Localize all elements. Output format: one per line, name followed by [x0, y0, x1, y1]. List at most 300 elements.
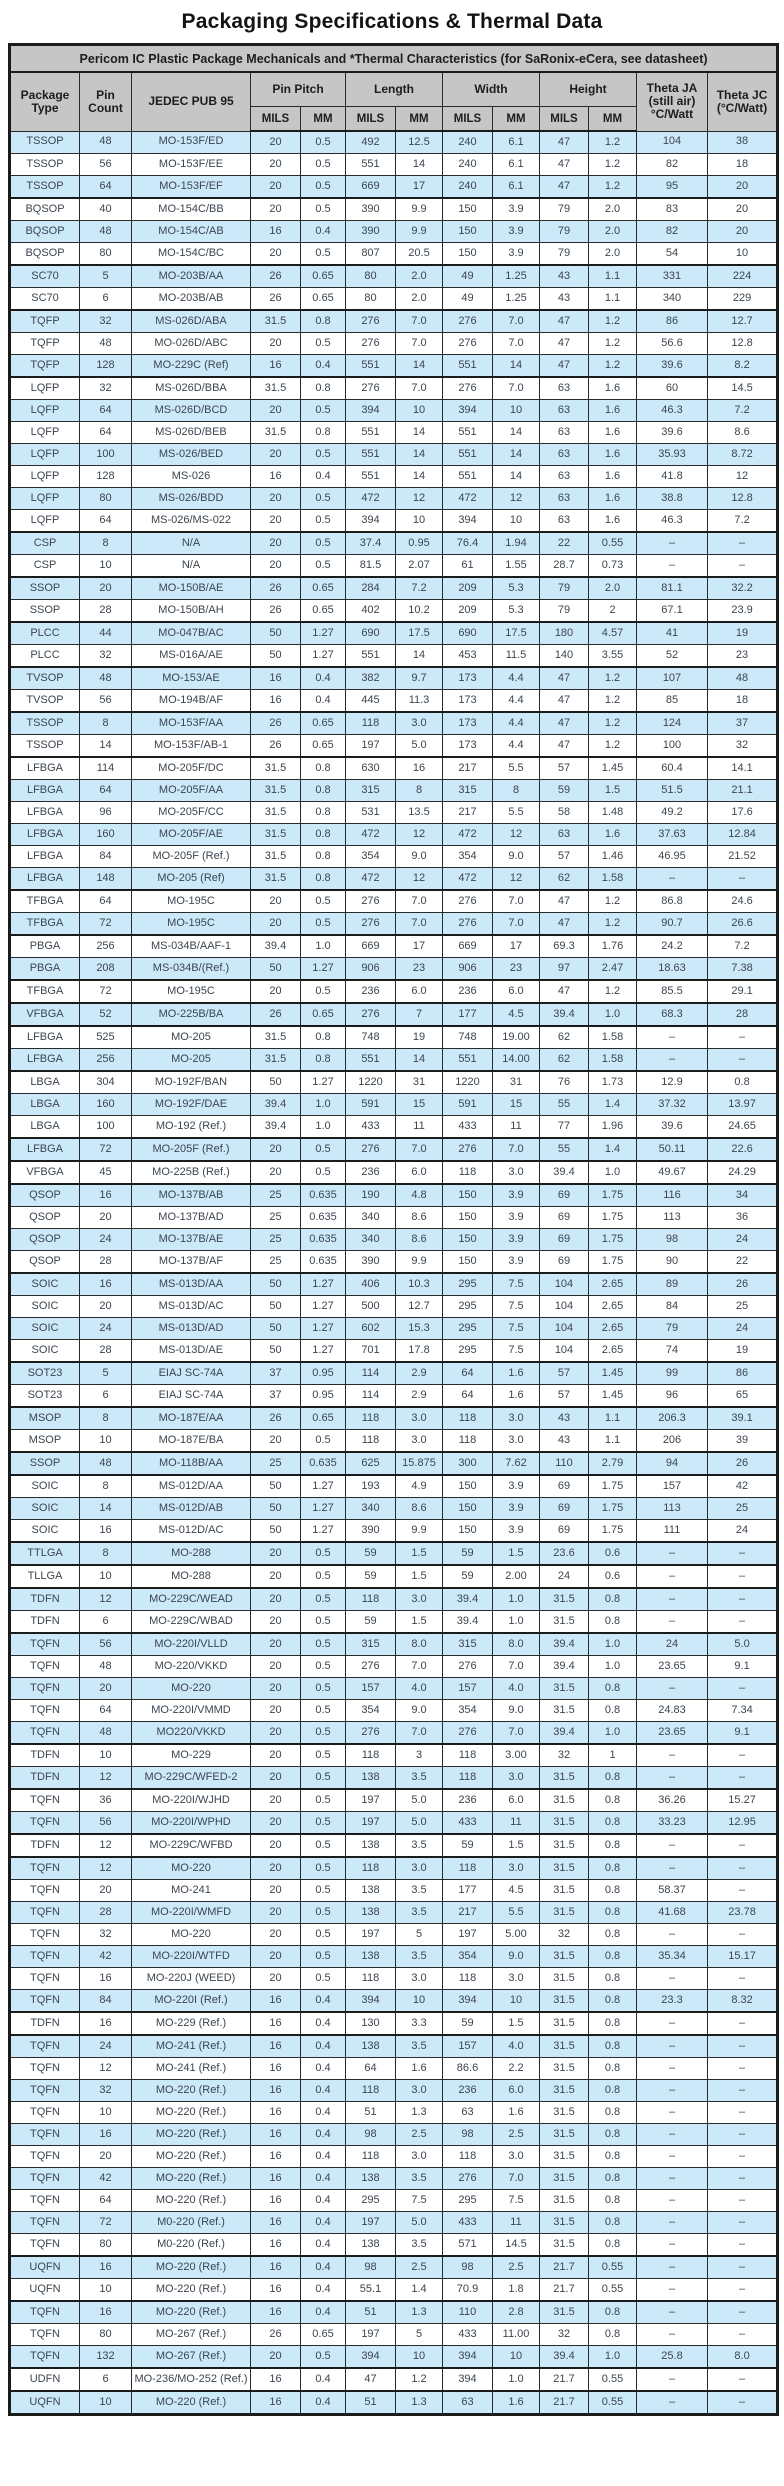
cell-width-mils: 295: [443, 1340, 493, 1363]
cell-height-mils: 39.4: [540, 1656, 589, 1678]
cell-package-type: TQFN: [10, 2146, 80, 2168]
cell-pitch-mm: 0.635: [301, 1251, 346, 1274]
cell-width-mm: 10: [493, 400, 540, 422]
table-row: [10, 1116, 778, 1139]
col-header-theta-jc: Theta JC (°C/Watt): [708, 72, 778, 131]
cell-pitch-mm: 1.27: [301, 1071, 346, 1094]
table-row: [10, 1946, 778, 1968]
cell-width-mils: 433: [443, 2212, 493, 2234]
cell-jedec: MO-229C/WFED-2: [132, 1767, 251, 1790]
cell-pitch-mm: 0.4: [301, 1990, 346, 2013]
cell-jedec: MO-236/MO-252 (Ref.): [132, 2368, 251, 2391]
cell-width-mils: 433: [443, 1812, 493, 1835]
cell-length-mils: 118: [346, 1430, 396, 1453]
cell-pitch-mm: 0.5: [301, 488, 346, 510]
cell-pin-count: 20: [80, 1207, 132, 1229]
cell-pin-count: 148: [80, 868, 132, 891]
cell-width-mm: 7.0: [493, 310, 540, 333]
cell-length-mm: 3: [396, 1744, 443, 1767]
cell-height-mils: 57: [540, 1385, 589, 1408]
cell-width-mils: 98: [443, 2124, 493, 2146]
cell-theta-ja: 90.7: [637, 913, 708, 936]
cell-package-type: SOIC: [10, 1296, 80, 1318]
cell-height-mm: 1.6: [589, 400, 637, 422]
cell-pitch-mils: 20: [251, 1880, 301, 1902]
cell-height-mm: 2.65: [589, 1318, 637, 1340]
cell-pitch-mm: 0.4: [301, 2301, 346, 2324]
cell-pin-count: 14: [80, 735, 132, 758]
cell-theta-ja: –: [637, 2058, 708, 2080]
cell-length-mm: 3.5: [396, 1834, 443, 1857]
cell-height-mils: 79: [540, 577, 589, 600]
cell-theta-ja: –: [637, 2324, 708, 2346]
cell-length-mm: 10.2: [396, 600, 443, 623]
cell-height-mils: 31.5: [540, 2234, 589, 2257]
cell-theta-jc: –: [708, 1924, 778, 1946]
table-row: [10, 1700, 778, 1722]
table-row: [10, 1251, 778, 1274]
cell-height-mils: 55: [540, 1138, 589, 1161]
cell-width-mils: 295: [443, 2190, 493, 2212]
table-row: [10, 221, 778, 243]
table-row: [10, 1049, 778, 1072]
cell-width-mils: 49: [443, 265, 493, 288]
cell-pitch-mils: 16: [251, 2102, 301, 2124]
cell-pitch-mm: 0.5: [301, 198, 346, 221]
cell-jedec: N/A: [132, 555, 251, 578]
cell-length-mm: 9.0: [396, 1700, 443, 1722]
cell-width-mils: 217: [443, 757, 493, 780]
cell-width-mm: 7.5: [493, 1296, 540, 1318]
cell-pitch-mm: 0.5: [301, 1968, 346, 1990]
cell-pin-count: 16: [80, 2301, 132, 2324]
cell-theta-ja: 24.83: [637, 1700, 708, 1722]
cell-width-mm: 10: [493, 1990, 540, 2013]
cell-height-mils: 23.6: [540, 1542, 589, 1565]
cell-width-mils: 98: [443, 2256, 493, 2279]
cell-height-mm: 1.4: [589, 1094, 637, 1116]
cell-height-mm: 1.2: [589, 735, 637, 758]
cell-jedec: MO-229C/WFBD: [132, 1834, 251, 1857]
cell-theta-ja: 60: [637, 377, 708, 400]
cell-width-mm: 1.5: [493, 2012, 540, 2035]
cell-width-mils: 150: [443, 198, 493, 221]
table-row: [10, 1207, 778, 1229]
cell-width-mm: 5.5: [493, 1902, 540, 1924]
cell-length-mm: 3.5: [396, 2035, 443, 2058]
cell-width-mils: 591: [443, 1094, 493, 1116]
cell-pitch-mils: 20: [251, 1789, 301, 1812]
cell-width-mils: 354: [443, 1700, 493, 1722]
cell-theta-ja: 33.23: [637, 1812, 708, 1835]
cell-theta-jc: –: [708, 1026, 778, 1049]
cell-length-mils: 276: [346, 310, 396, 333]
cell-width-mils: 551: [443, 422, 493, 444]
cell-length-mm: 8.6: [396, 1498, 443, 1520]
cell-jedec: MO-194B/AF: [132, 690, 251, 713]
table-row: [10, 2301, 778, 2324]
cell-height-mm: 0.8: [589, 1968, 637, 1990]
cell-pitch-mm: 0.4: [301, 2234, 346, 2257]
cell-width-mm: 4.4: [493, 667, 540, 690]
cell-package-type: QSOP: [10, 1207, 80, 1229]
cell-pin-count: 304: [80, 1071, 132, 1094]
cell-theta-jc: –: [708, 2012, 778, 2035]
cell-package-type: TQFN: [10, 2234, 80, 2257]
cell-width-mm: 12: [493, 488, 540, 510]
cell-width-mm: 5.5: [493, 757, 540, 780]
cell-jedec: MO-150B/AH: [132, 600, 251, 623]
cell-width-mm: 3.00: [493, 1744, 540, 1767]
cell-pitch-mm: 0.5: [301, 1722, 346, 1745]
cell-length-mm: 1.2: [396, 2368, 443, 2391]
cell-height-mm: 2.65: [589, 1340, 637, 1363]
cell-width-mils: 236: [443, 1789, 493, 1812]
cell-theta-ja: –: [637, 2168, 708, 2190]
cell-length-mils: 500: [346, 1296, 396, 1318]
cell-width-mm: 1.8: [493, 2279, 540, 2302]
cell-pitch-mils: 50: [251, 645, 301, 668]
table-row: [10, 1968, 778, 1990]
cell-pin-count: 64: [80, 422, 132, 444]
cell-height-mm: 1.46: [589, 846, 637, 868]
cell-height-mm: 1.58: [589, 868, 637, 891]
cell-pin-count: 14: [80, 1498, 132, 1520]
cell-length-mm: 17: [396, 935, 443, 958]
table-row: [10, 2168, 778, 2190]
cell-theta-jc: –: [708, 1611, 778, 1634]
cell-theta-jc: 26: [708, 1273, 778, 1296]
cell-package-type: TFBGA: [10, 980, 80, 1003]
cell-height-mm: 1.6: [589, 377, 637, 400]
cell-pin-count: 12: [80, 1767, 132, 1790]
cell-length-mm: 20.5: [396, 243, 443, 266]
table-row: [10, 935, 778, 958]
table-row: [10, 288, 778, 311]
table-row: [10, 1588, 778, 1611]
cell-height-mils: 69: [540, 1475, 589, 1498]
cell-height-mm: 1.2: [589, 310, 637, 333]
cell-length-mm: 3.0: [396, 1430, 443, 1453]
cell-length-mm: 10: [396, 510, 443, 533]
cell-pin-count: 32: [80, 377, 132, 400]
cell-height-mm: 0.6: [589, 1542, 637, 1565]
cell-height-mm: 4.57: [589, 622, 637, 645]
cell-theta-ja: 49.67: [637, 1161, 708, 1184]
cell-height-mm: 1.2: [589, 131, 637, 154]
cell-package-type: LFBGA: [10, 1049, 80, 1072]
cell-height-mils: 63: [540, 400, 589, 422]
cell-width-mm: 9.0: [493, 846, 540, 868]
cell-height-mm: 1.1: [589, 265, 637, 288]
cell-height-mm: 0.8: [589, 2301, 637, 2324]
cell-height-mils: 31.5: [540, 1880, 589, 1902]
cell-theta-ja: –: [637, 2035, 708, 2058]
cell-pitch-mils: 16: [251, 2012, 301, 2035]
cell-theta-jc: 39: [708, 1430, 778, 1453]
cell-theta-jc: –: [708, 2212, 778, 2234]
col-header-package-type: Package Type: [10, 72, 80, 131]
cell-pin-count: 20: [80, 1880, 132, 1902]
cell-theta-ja: 116: [637, 1184, 708, 1207]
cell-width-mils: 276: [443, 1656, 493, 1678]
cell-width-mm: 7.62: [493, 1452, 540, 1475]
cell-theta-ja: –: [637, 2301, 708, 2324]
cell-height-mils: 31.5: [540, 1678, 589, 1700]
cell-pitch-mils: 20: [251, 890, 301, 913]
cell-height-mm: 1.45: [589, 1385, 637, 1408]
cell-package-type: TQFN: [10, 1656, 80, 1678]
cell-height-mils: 63: [540, 824, 589, 846]
cell-height-mils: 43: [540, 1430, 589, 1453]
table-row: [10, 1340, 778, 1363]
cell-jedec: MO-205: [132, 1026, 251, 1049]
cell-height-mils: 63: [540, 488, 589, 510]
cell-width-mm: 2.2: [493, 2058, 540, 2080]
cell-package-type: TQFN: [10, 1722, 80, 1745]
cell-package-type: LBGA: [10, 1094, 80, 1116]
cell-pin-count: 10: [80, 1744, 132, 1767]
cell-length-mm: 15.875: [396, 1452, 443, 1475]
cell-length-mm: 12: [396, 488, 443, 510]
table-row: [10, 1722, 778, 1745]
cell-length-mils: 472: [346, 488, 396, 510]
table-row: [10, 400, 778, 422]
cell-theta-ja: 41.68: [637, 1902, 708, 1924]
cell-pitch-mm: 0.4: [301, 2035, 346, 2058]
cell-width-mils: 118: [443, 2146, 493, 2168]
cell-width-mils: 64: [443, 1362, 493, 1385]
cell-pin-count: 256: [80, 1049, 132, 1072]
cell-jedec: MO-220 (Ref.): [132, 2391, 251, 2415]
cell-length-mils: 354: [346, 846, 396, 868]
cell-theta-jc: 22: [708, 1251, 778, 1274]
table-row: [10, 712, 778, 735]
cell-package-type: UQFN: [10, 2279, 80, 2302]
cell-pin-count: 6: [80, 1611, 132, 1634]
cell-theta-jc: –: [708, 2256, 778, 2279]
table-row: [10, 532, 778, 555]
col-header-height-mm: MM: [589, 107, 637, 132]
cell-height-mils: 31.5: [540, 1946, 589, 1968]
cell-theta-jc: 14.1: [708, 757, 778, 780]
cell-length-mm: 12.5: [396, 131, 443, 154]
cell-pitch-mm: 0.5: [301, 444, 346, 466]
cell-pin-count: 36: [80, 1789, 132, 1812]
cell-length-mm: 3.0: [396, 2080, 443, 2102]
cell-length-mm: 9.9: [396, 1251, 443, 1274]
cell-pitch-mm: 0.4: [301, 2124, 346, 2146]
cell-pitch-mils: 20: [251, 1812, 301, 1835]
cell-pin-count: 48: [80, 221, 132, 243]
cell-pin-count: 100: [80, 1116, 132, 1139]
col-header-length-mm: MM: [396, 107, 443, 132]
cell-theta-jc: 12.84: [708, 824, 778, 846]
cell-jedec: MO-229C (Ref): [132, 355, 251, 378]
cell-length-mm: 1.3: [396, 2301, 443, 2324]
cell-height-mm: 2.47: [589, 958, 637, 981]
cell-theta-jc: –: [708, 532, 778, 555]
cell-pin-count: 48: [80, 1722, 132, 1745]
cell-pin-count: 24: [80, 1229, 132, 1251]
cell-length-mm: 9.7: [396, 667, 443, 690]
cell-length-mm: 1.5: [396, 1565, 443, 1588]
cell-width-mils: 236: [443, 2080, 493, 2102]
cell-width-mils: 118: [443, 1430, 493, 1453]
cell-width-mils: 472: [443, 868, 493, 891]
cell-theta-jc: –: [708, 555, 778, 578]
cell-theta-ja: 46.3: [637, 510, 708, 533]
cell-length-mils: 472: [346, 868, 396, 891]
cell-height-mm: 2.79: [589, 1452, 637, 1475]
cell-length-mils: 531: [346, 802, 396, 824]
cell-width-mm: 5.3: [493, 577, 540, 600]
cell-height-mils: 62: [540, 868, 589, 891]
cell-package-type: LQFP: [10, 422, 80, 444]
cell-pitch-mm: 1.27: [301, 1318, 346, 1340]
cell-pitch-mils: 16: [251, 466, 301, 488]
cell-pin-count: 28: [80, 1902, 132, 1924]
cell-pitch-mm: 0.4: [301, 2279, 346, 2302]
cell-width-mm: 9.0: [493, 1700, 540, 1722]
cell-pitch-mm: 0.8: [301, 824, 346, 846]
cell-height-mils: 69: [540, 1251, 589, 1274]
cell-pitch-mm: 0.4: [301, 2368, 346, 2391]
cell-pitch-mm: 0.5: [301, 1542, 346, 1565]
table-row: [10, 1430, 778, 1453]
cell-theta-ja: 340: [637, 288, 708, 311]
cell-length-mm: 4.9: [396, 1475, 443, 1498]
table-row: [10, 2124, 778, 2146]
cell-pin-count: 48: [80, 1656, 132, 1678]
cell-pitch-mm: 0.8: [301, 802, 346, 824]
cell-theta-jc: –: [708, 2234, 778, 2257]
cell-package-type: TVSOP: [10, 667, 80, 690]
cell-height-mm: 1.0: [589, 1003, 637, 1026]
cell-width-mils: 118: [443, 1407, 493, 1430]
cell-theta-jc: –: [708, 1588, 778, 1611]
cell-width-mils: 354: [443, 1946, 493, 1968]
cell-theta-jc: 0.8: [708, 1071, 778, 1094]
cell-theta-jc: 12.8: [708, 488, 778, 510]
cell-width-mm: 10: [493, 510, 540, 533]
cell-package-type: TSSOP: [10, 131, 80, 154]
cell-pitch-mm: 1.27: [301, 1296, 346, 1318]
cell-height-mm: 1.48: [589, 802, 637, 824]
cell-width-mm: 3.0: [493, 1430, 540, 1453]
cell-height-mils: 180: [540, 622, 589, 645]
cell-height-mils: 58: [540, 802, 589, 824]
cell-height-mils: 31.5: [540, 1611, 589, 1634]
cell-width-mm: 3.9: [493, 221, 540, 243]
cell-width-mils: 59: [443, 1565, 493, 1588]
cell-height-mils: 47: [540, 154, 589, 176]
cell-pitch-mm: 0.5: [301, 1633, 346, 1656]
cell-length-mm: 7.0: [396, 890, 443, 913]
cell-length-mm: 17.8: [396, 1340, 443, 1363]
cell-pin-count: 100: [80, 444, 132, 466]
cell-pitch-mils: 20: [251, 1633, 301, 1656]
cell-theta-jc: –: [708, 1678, 778, 1700]
cell-height-mm: 0.6: [589, 1565, 637, 1588]
cell-jedec: MO-205F (Ref.): [132, 846, 251, 868]
cell-theta-ja: 41: [637, 622, 708, 645]
cell-theta-jc: 7.2: [708, 935, 778, 958]
cell-width-mm: 2.5: [493, 2256, 540, 2279]
cell-package-type: LFBGA: [10, 1138, 80, 1161]
cell-length-mm: 11.3: [396, 690, 443, 713]
cell-width-mils: 59: [443, 1834, 493, 1857]
cell-length-mm: 2.0: [396, 288, 443, 311]
cell-pitch-mm: 0.5: [301, 1161, 346, 1184]
cell-theta-jc: –: [708, 2190, 778, 2212]
cell-theta-jc: 86: [708, 1362, 778, 1385]
cell-package-type: LFBGA: [10, 1026, 80, 1049]
cell-pitch-mm: 0.5: [301, 1789, 346, 1812]
cell-width-mm: 11: [493, 1812, 540, 1835]
cell-theta-jc: 25: [708, 1296, 778, 1318]
cell-pin-count: 64: [80, 890, 132, 913]
cell-height-mils: 79: [540, 243, 589, 266]
cell-height-mils: 69: [540, 1229, 589, 1251]
cell-width-mm: 4.5: [493, 1880, 540, 1902]
cell-width-mils: 433: [443, 2324, 493, 2346]
cell-length-mils: 406: [346, 1273, 396, 1296]
cell-package-type: TSSOP: [10, 712, 80, 735]
cell-height-mm: 0.8: [589, 1834, 637, 1857]
cell-height-mm: 0.8: [589, 2035, 637, 2058]
cell-theta-jc: 7.2: [708, 400, 778, 422]
cell-theta-ja: –: [637, 1026, 708, 1049]
cell-theta-ja: 23.3: [637, 1990, 708, 2013]
cell-theta-ja: 86: [637, 310, 708, 333]
page-title: Packaging Specifications & Thermal Data: [181, 10, 603, 33]
table-row: [10, 667, 778, 690]
cell-height-mm: 1.75: [589, 1475, 637, 1498]
cell-height-mils: 77: [540, 1116, 589, 1139]
cell-width-mm: 8: [493, 780, 540, 802]
cell-width-mils: 173: [443, 735, 493, 758]
cell-height-mils: 62: [540, 1049, 589, 1072]
col-header-jedec: JEDEC PUB 95: [132, 72, 251, 131]
cell-pitch-mils: 16: [251, 2212, 301, 2234]
cell-pitch-mm: 0.4: [301, 2080, 346, 2102]
cell-width-mils: 157: [443, 2035, 493, 2058]
cell-jedec: MS-013D/AE: [132, 1340, 251, 1363]
cell-pitch-mm: 1.27: [301, 622, 346, 645]
cell-pitch-mm: 0.5: [301, 913, 346, 936]
table-row: [10, 444, 778, 466]
cell-package-type: TQFN: [10, 2301, 80, 2324]
cell-jedec: MO-229C/WEAD: [132, 1588, 251, 1611]
cell-jedec: MS-034B/(Ref.): [132, 958, 251, 981]
cell-height-mm: 1.1: [589, 288, 637, 311]
cell-jedec: MS-026: [132, 466, 251, 488]
cell-width-mils: 209: [443, 577, 493, 600]
cell-theta-ja: –: [637, 1924, 708, 1946]
cell-width-mm: 1.94: [493, 532, 540, 555]
cell-height-mm: 0.8: [589, 1611, 637, 1634]
cell-pin-count: 72: [80, 1138, 132, 1161]
cell-jedec: MO-220I/VMMD: [132, 1700, 251, 1722]
cell-width-mm: 4.0: [493, 1678, 540, 1700]
cell-length-mm: 3.0: [396, 2146, 443, 2168]
cell-width-mils: 118: [443, 1767, 493, 1790]
cell-theta-jc: –: [708, 2080, 778, 2102]
cell-jedec: MO-288: [132, 1542, 251, 1565]
cell-pitch-mils: 26: [251, 600, 301, 623]
cell-height-mils: 43: [540, 265, 589, 288]
